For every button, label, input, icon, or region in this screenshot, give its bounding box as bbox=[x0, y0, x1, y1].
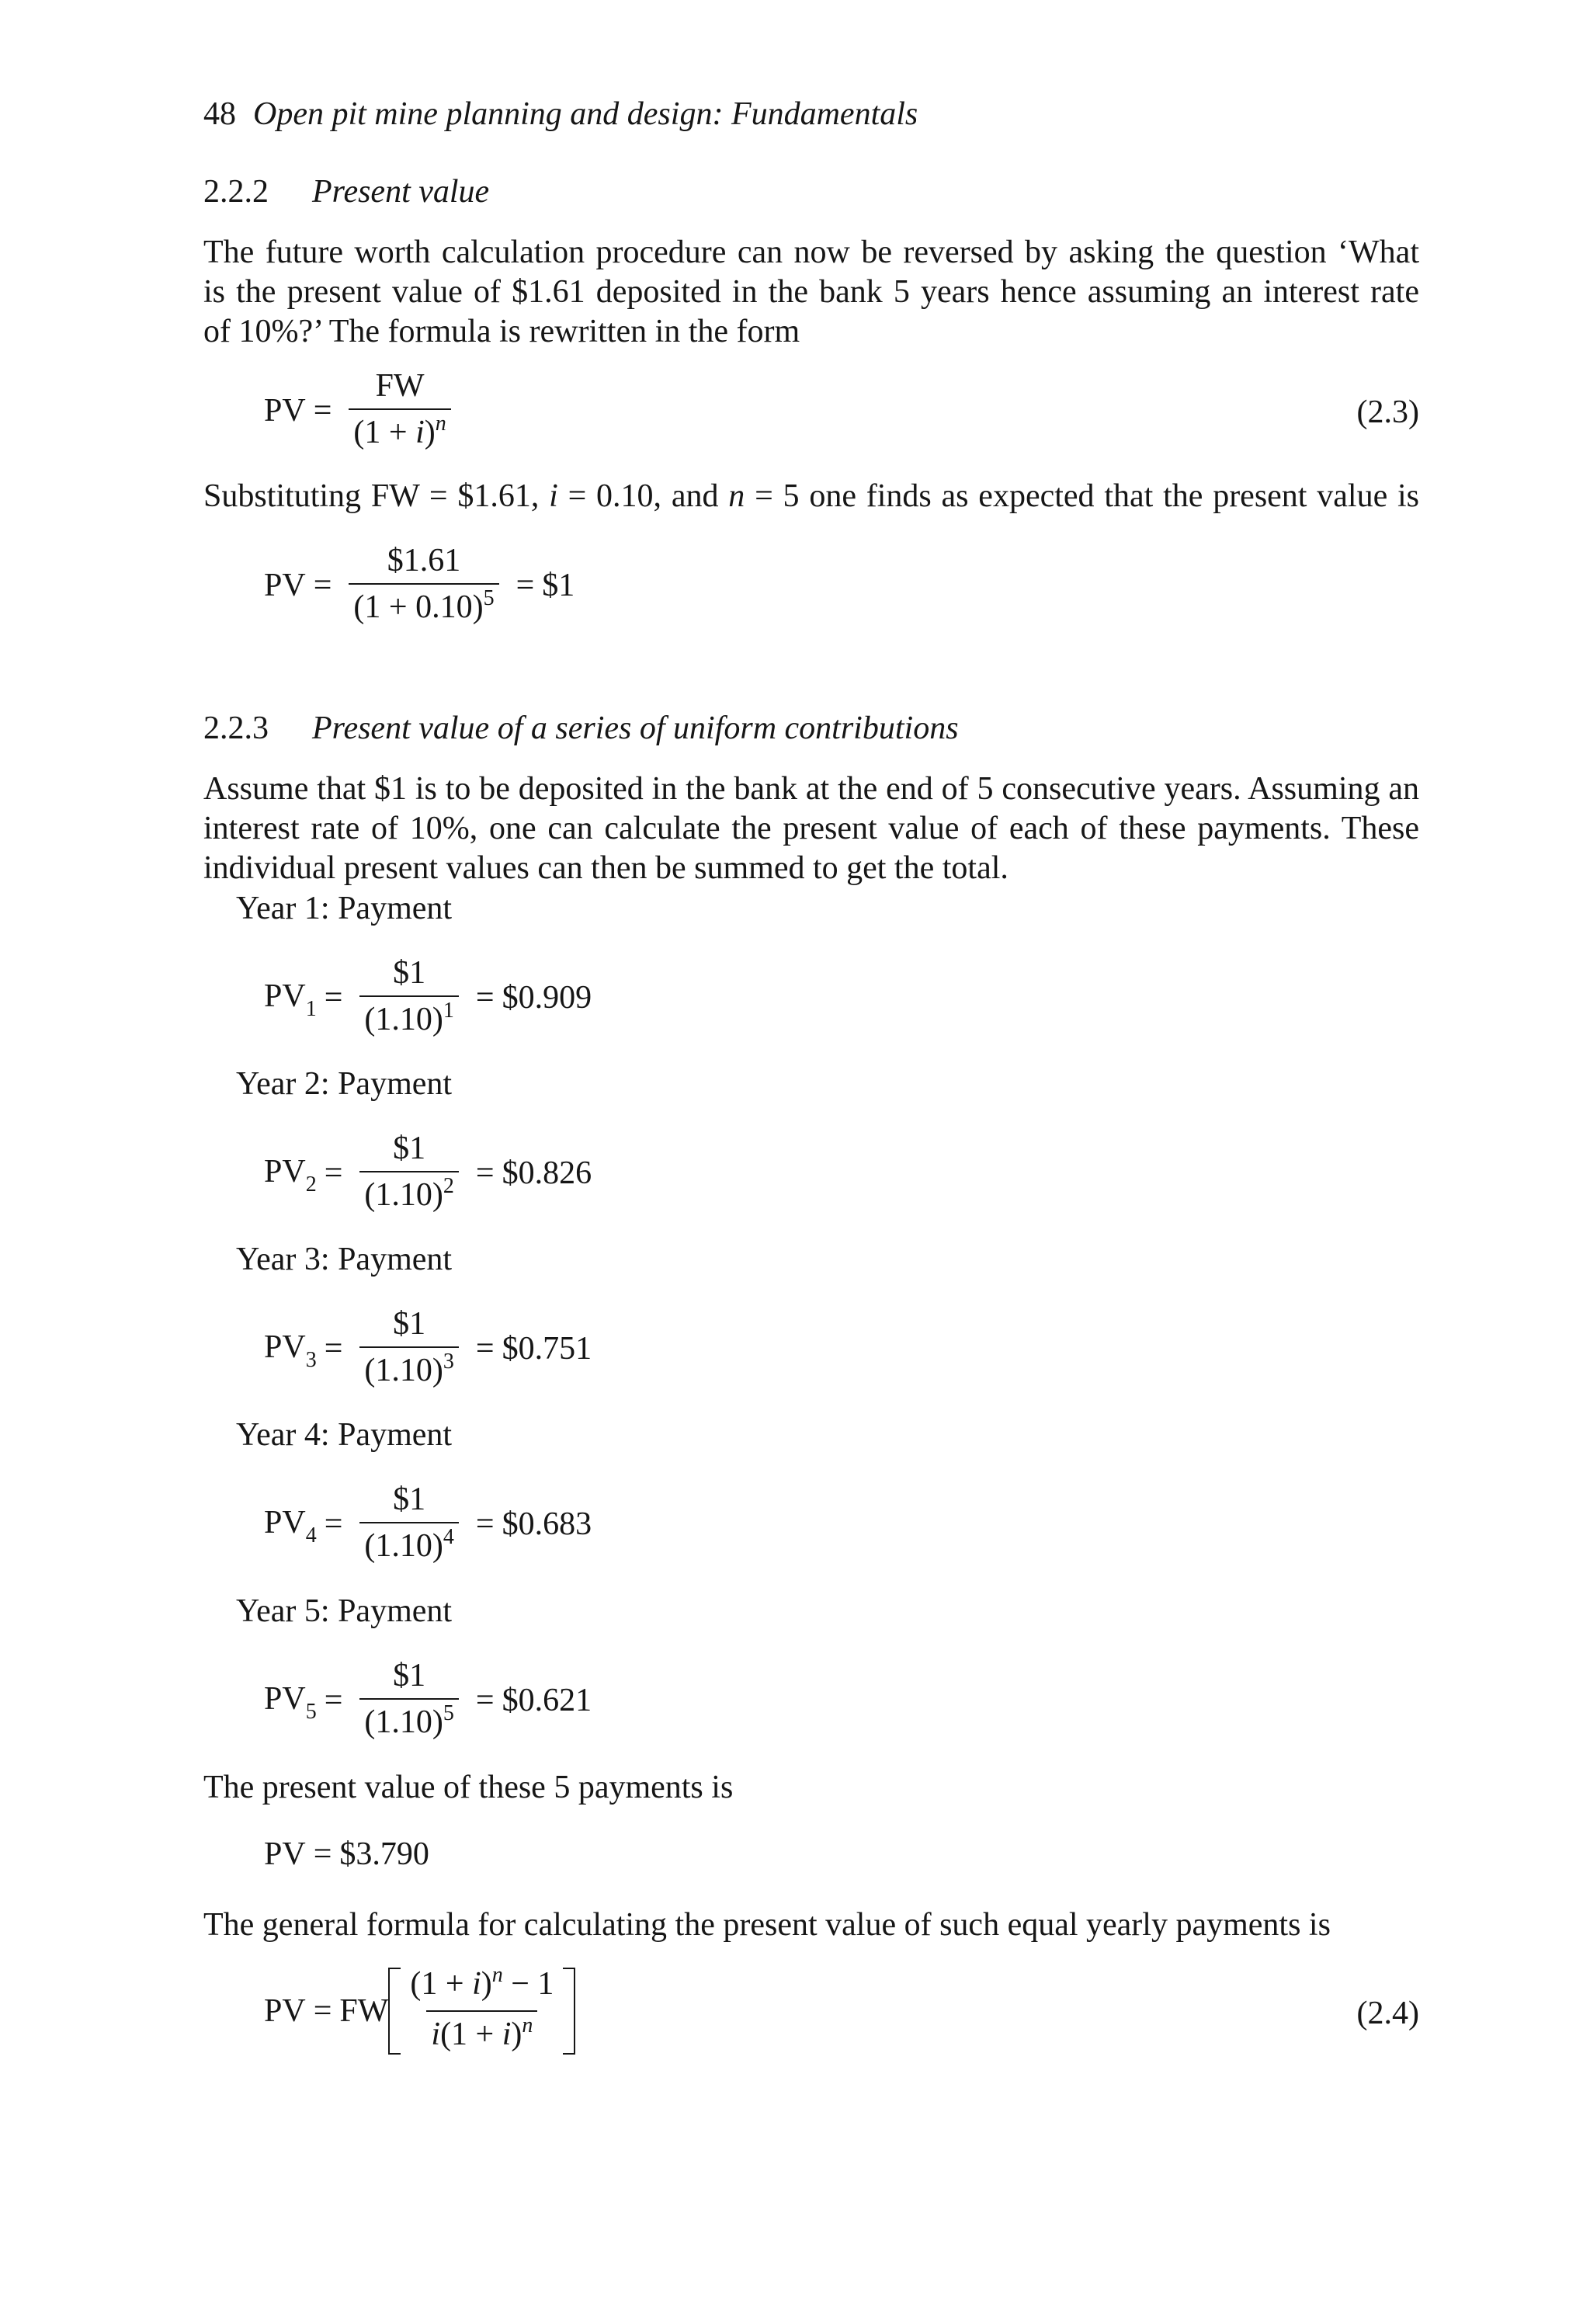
fraction: $\frac{\$1.61}{(1 + 0.10)^5}$ bbox=[349, 541, 498, 631]
section-number: 2.2.3 bbox=[203, 710, 269, 746]
equation-total: PV = $3.790 bbox=[264, 1836, 429, 1872]
section-number: 2.2.2 bbox=[203, 174, 269, 210]
page-number: 48 bbox=[203, 96, 236, 132]
year-label: Year 2: Payment bbox=[236, 1066, 453, 1102]
year-label: Year 1: Payment bbox=[236, 891, 453, 926]
year-label: Year 3: Payment bbox=[236, 1242, 453, 1277]
equation-year-5: $PV_5$ = $\frac{\$1}{(1.10)^5}$ = $0.621 bbox=[264, 1656, 592, 1746]
bracket-group: $\frac{(1 + i)^n - 1}{i(1 + i)^n}$ bbox=[388, 1964, 575, 2058]
book-title: Open pit mine planning and design: Fundamentals bbox=[253, 96, 918, 132]
equation-2-4: PV = FW $\frac{(1 + i)^n - 1}{i(1 + i)^n}$ bbox=[264, 1964, 575, 2058]
section-title: Present value bbox=[312, 174, 490, 210]
equation-year-1: $PV_1$ = $\frac{\$1}{(1.10)^1}$ = $0.909 bbox=[264, 954, 592, 1043]
equation-year-4: $PV_4$ = $\frac{\$1}{(1.10)^4}$ = $0.683 bbox=[264, 1480, 592, 1569]
year-label: Year 5: Payment bbox=[236, 1593, 453, 1629]
equation-2-3: PV = $\frac{FW}{(1 + i)^n}$ bbox=[264, 366, 460, 456]
equation-number-2-4: (2.4) bbox=[1356, 1996, 1419, 2031]
paragraph-substituting: Substituting FW = $1.61, i = 0.10, and n = 5 one finds as expected that the present value is bbox=[203, 478, 1420, 514]
equation-year-3: $PV_3$ = $\frac{\$1}{(1.10)^3}$ = $0.751 bbox=[264, 1304, 592, 1394]
paragraph-total: The present value of these 5 payments is bbox=[203, 1770, 734, 1805]
running-header bbox=[203, 95, 918, 134]
paragraph-uniform-contributions: Assume that $1 is to be deposited in the bank at the end of 5 consecutive years. Assuming an interest rate of 10%, one can calculate the present value of each of these payments. These individual present values can then be summed to get the total. bbox=[203, 771, 1419, 886]
fraction: $\frac{FW}{(1 + i)^n}$ bbox=[349, 366, 450, 456]
equation-number-2-3: (2.3) bbox=[1356, 394, 1419, 430]
section-heading-2-2-3 bbox=[203, 709, 959, 749]
section-heading-2-2-2 bbox=[203, 172, 489, 212]
paragraph-general-formula: The general formula for calculating the present value of such equal yearly payments is bbox=[203, 1907, 1331, 1943]
equation-year-2: $PV_2$ = $\frac{\$1}{(1.10)^2}$ = $0.826 bbox=[264, 1129, 592, 1218]
equation-example: PV = $\frac{\$1.61}{(1 + 0.10)^5}$ = $1 bbox=[264, 541, 575, 631]
section-title: Present value of a series of uniform contributions bbox=[312, 710, 959, 746]
paragraph-present-value-intro: The future worth calculation procedure can now be reversed by asking the question ‘What is the present value of $1.61 deposited in the bank 5 years hence assuming an interest rate of 10%?’ The formula is rewritten in the form bbox=[203, 234, 1419, 349]
year-label: Year 4: Payment bbox=[236, 1417, 453, 1453]
